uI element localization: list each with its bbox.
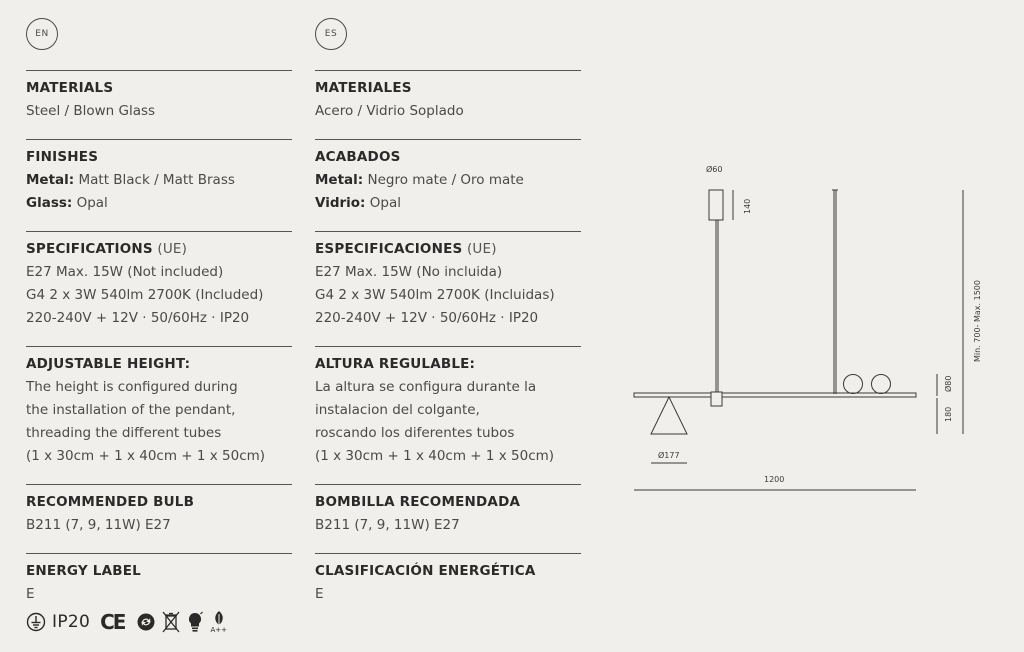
adjustable-line: (1 x 30cm + 1 x 40cm + 1 x 50cm) [315,448,555,464]
adjustable-line: roscando los diferentes tubos [315,425,515,441]
energy-label-value: E [26,586,35,602]
divider [26,553,292,554]
globe-diameter-label: Ø80 [944,375,953,392]
adjustable-line: the installation of the pendant, [26,402,236,418]
divider [26,139,292,140]
specifications-section [26,238,292,330]
divider [315,231,581,232]
canopy [709,190,723,220]
divider [315,70,581,71]
specifications-title: SPECIFICATIONS (UE) [26,241,188,257]
adjustable-height-title: ADJUSTABLE HEIGHT: [26,356,191,372]
divider [315,346,581,347]
specifications-title: ESPECIFICACIONES (UE) [315,241,497,257]
spec-line: G4 2 x 3W 540lm 2700K (Included) [26,287,264,303]
recommended-bulb-section [26,491,292,537]
finishes-glass [26,192,292,215]
spec-line: G4 2 x 3W 540lm 2700K (Incluidas) [315,287,555,303]
adjustable-line: (1 x 30cm + 1 x 40cm + 1 x 50cm) [26,448,266,464]
language-badge-es: ES [315,18,347,50]
certification-icons [26,608,227,636]
metal-label: Metal: [315,172,364,188]
adjustable-height-title: ALTURA REGULABLE: [315,356,476,372]
divider [26,70,292,71]
recommended-bulb-title: RECOMMENDED BULB [26,494,195,510]
ip-rating: IP20 [52,612,91,632]
energy-label-value: E [315,586,324,602]
globe [872,375,891,394]
technical-drawing [614,130,1024,650]
height-range-label: Min. 700- Max. 1500 [973,280,982,362]
finishes-title: FINISHES [26,149,99,165]
recommended-bulb-value: B211 (7, 9, 11W) E27 [26,517,171,533]
ce-mark-icon: CE [100,610,125,634]
energy-label-section [26,560,292,606]
energy-label-section [315,560,581,606]
adjustable-height-section [315,353,581,468]
materials-value: Steel / Blown Glass [26,103,156,119]
energy-leaf-icon [210,610,227,634]
adjustable-line: La altura se configura durante la [315,379,537,395]
energy-class-label: A++ [210,626,227,634]
cone-diameter-label: Ø177 [658,451,680,460]
spec-line: E27 Max. 15W (Not included) [26,264,224,280]
materials-section [315,77,581,123]
horizontal-bar [634,393,916,397]
language-badge-en: EN [26,18,58,50]
divider [26,231,292,232]
materials-title: MATERIALES [315,80,412,96]
finishes-section [26,146,292,215]
specifications-section [315,238,581,330]
glass-label: Glass: [26,195,73,211]
canopy-height-label: 140 [743,198,752,214]
leaf-icon [211,610,227,626]
energy-label-title: ENERGY LABEL [26,563,141,579]
adjustable-line: The height is configured during [26,379,238,395]
finishes-metal [315,169,581,192]
metal-label: Metal: [26,172,75,188]
total-length-label: 1200 [764,475,785,484]
cone-shade [651,397,687,434]
recycling-icon [136,612,156,632]
metal-value: Negro mate / Oro mate [363,172,524,188]
energy-label-title: CLASIFICACIÓN ENERGÉTICA [315,563,536,579]
recommended-bulb-section [315,491,581,537]
glass-label: Vidrio: [315,195,366,211]
joint [711,392,722,406]
divider [315,484,581,485]
finishes-glass [315,192,581,215]
divider [26,484,292,485]
spec-line: 220-240V + 12V · 50/60Hz · IP20 [26,310,250,326]
globe [844,375,863,394]
bulb-icon [186,611,204,633]
recommended-bulb-value: B211 (7, 9, 11W) E27 [315,517,460,533]
materials-section [26,77,292,123]
recommended-bulb-title: BOMBILLA RECOMENDADA [315,494,521,510]
canopy-diameter-label: Ø60 [706,165,723,174]
spec-line: E27 Max. 15W (No incluida) [315,264,503,280]
materials-title: MATERIALS [26,80,114,96]
weee-bin-icon [162,611,180,633]
spec-line: 220-240V + 12V · 50/60Hz · IP20 [315,310,539,326]
metal-value: Matt Black / Matt Brass [74,172,235,188]
adjustable-line: threading the different tubes [26,425,222,441]
divider [26,346,292,347]
drop-height-label: 180 [944,406,953,422]
materials-value: Acero / Vidrio Soplado [315,103,464,119]
finishes-section [315,146,581,215]
glass-value: Opal [72,195,108,211]
divider [315,139,581,140]
finishes-title: ACABADOS [315,149,401,165]
adjustable-line: instalacion del colgante, [315,402,480,418]
ground-symbol-icon [26,612,46,632]
adjustable-height-section [26,353,292,468]
glass-value: Opal [365,195,401,211]
divider [315,553,581,554]
finishes-metal [26,169,292,192]
